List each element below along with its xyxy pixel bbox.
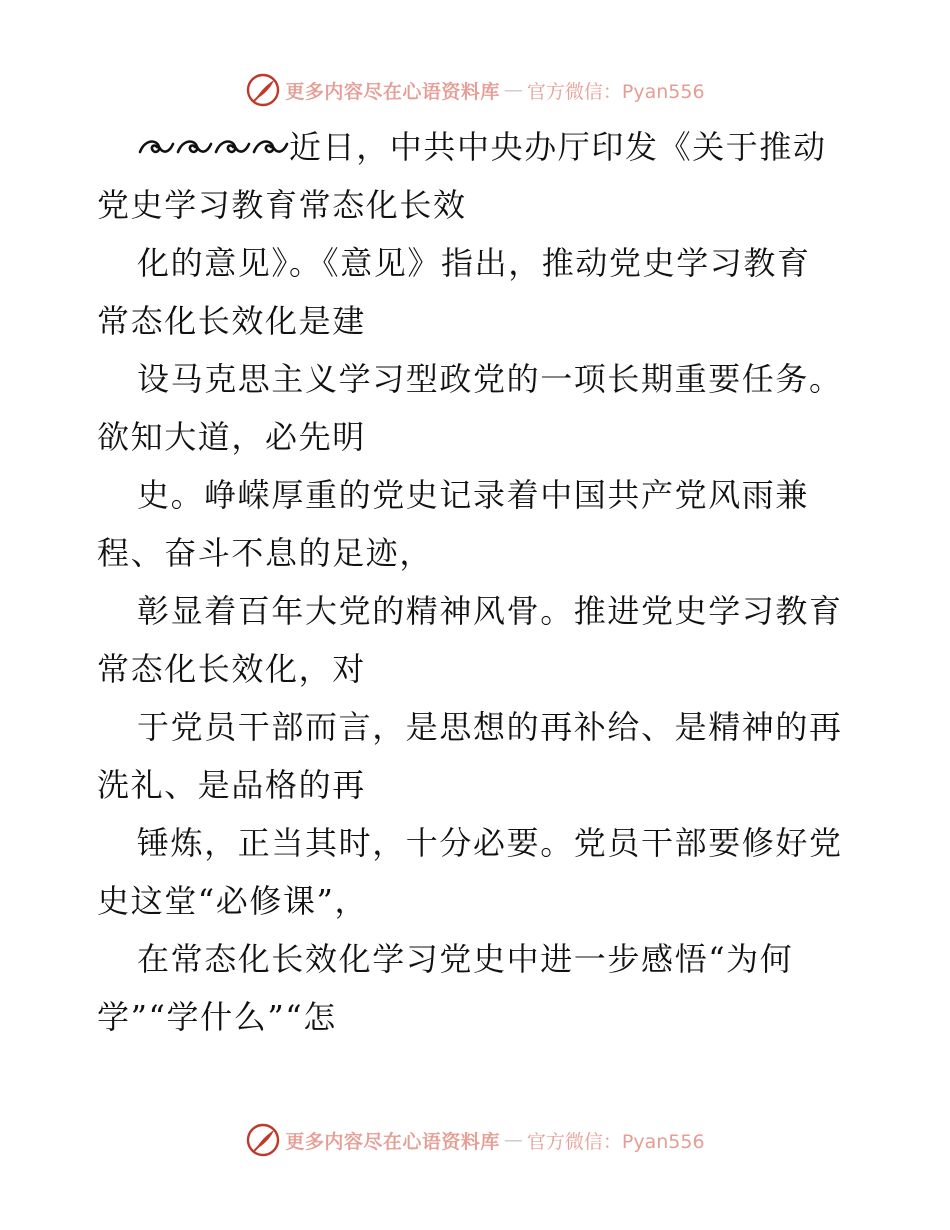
paragraph-line: 锤炼，正当其时，十分必要。党员干部要修好党 <box>137 824 843 862</box>
paragraph-line: 于党员干部而言，是思想的再补给、是精神的再 <box>137 708 843 746</box>
brand-text: 更多内容尽在心语资料库 <box>285 1130 500 1153</box>
paragraph-line: 常态化长效化是建 <box>97 302 366 340</box>
header-banner <box>0 70 950 110</box>
paragraph-line: 化的意见》。《意见》指出，推动党史学习教育 <box>137 244 811 282</box>
paragraph-line: 彰显着百年大党的精神风骨。推进党史学习教育 <box>137 592 843 630</box>
banner-separator: — <box>503 1129 523 1151</box>
paragraph-line: 在常态化长效化学习党史中进一步感悟“为何 <box>137 940 794 978</box>
fleuron-ornament-icon <box>213 136 251 158</box>
quill-logo-icon <box>245 1122 281 1158</box>
wechat-text: 官方微信：Pyan556 <box>526 1130 705 1153</box>
footer-banner <box>0 1120 950 1160</box>
line-text: 近日，中共中央办厅印发《关于推动 <box>289 128 827 166</box>
paragraph-line: 史这堂“必修课”， <box>97 882 369 920</box>
banner-separator: — <box>503 79 523 101</box>
paragraph-line: 史。峥嵘厚重的党史记录着中国共产党风雨兼 <box>137 476 810 514</box>
fleuron-ornament-icon <box>137 136 175 158</box>
paragraph-line: 常态化长效化，对 <box>97 650 366 688</box>
paragraph-line: 程、奋斗不息的足迹， <box>97 534 434 572</box>
paragraph-line <box>97 118 887 176</box>
fleuron-ornament-icon <box>251 136 289 158</box>
document-body <box>97 118 887 1046</box>
wechat-text: 官方微信：Pyan556 <box>526 80 705 103</box>
paragraph-line: 设马克思主义学习型政党的一项长期重要任务。 <box>137 360 843 398</box>
fleuron-ornament-icon <box>175 136 213 158</box>
brand-text: 更多内容尽在心语资料库 <box>285 80 500 103</box>
paragraph-line: 党史学习教育常态化长效 <box>97 186 467 224</box>
quill-logo-icon <box>245 72 281 108</box>
paragraph-line: 洗礼、是品格的再 <box>97 766 366 804</box>
ornament-group <box>137 118 289 176</box>
paragraph-line: 学”“学什么”“怎 <box>97 998 337 1036</box>
paragraph-line: 欲知大道，必先明 <box>97 418 366 456</box>
